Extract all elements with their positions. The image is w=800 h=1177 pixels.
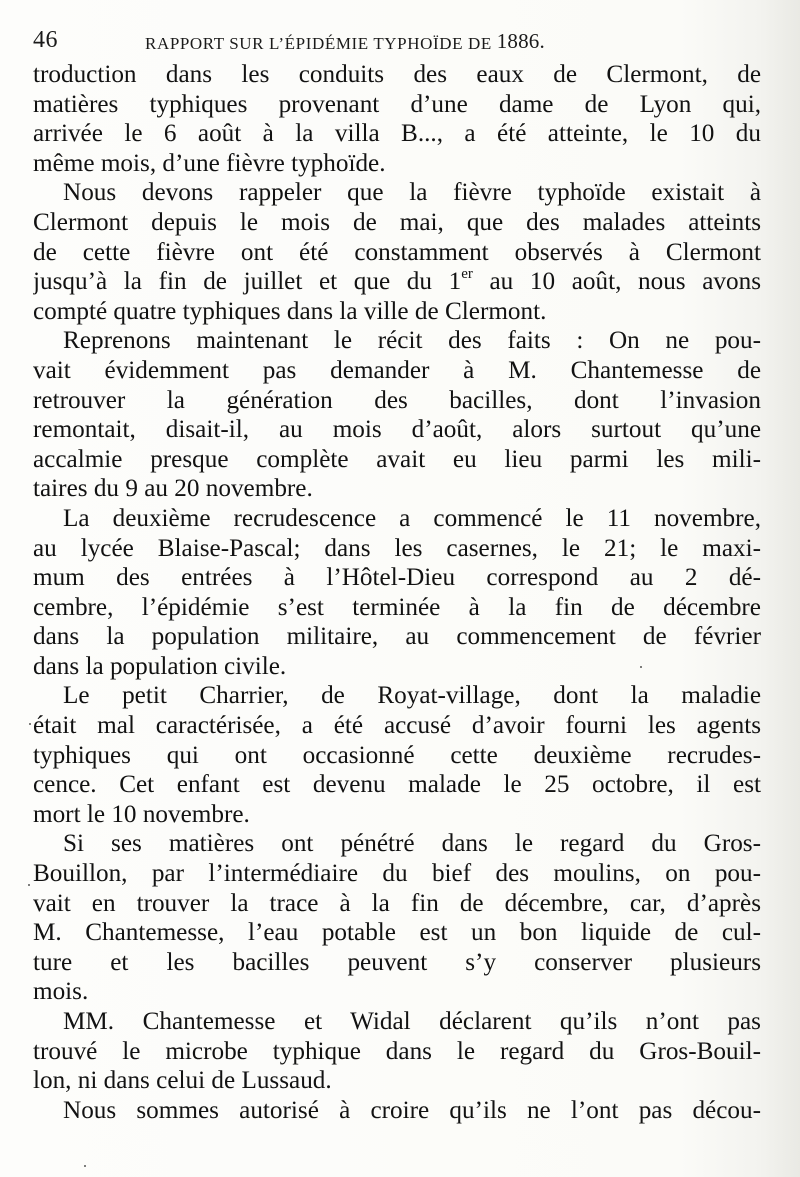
text-line-content: jusqu’à la fin de juillet et que du 1 bbox=[33, 268, 462, 296]
text-line bbox=[33, 356, 761, 386]
text-line-content: même mois, d’une fièvre typhoïde. bbox=[33, 149, 386, 177]
text-line bbox=[33, 119, 761, 149]
text-line-content: retrouver la génération des bacilles, dont l’invasion bbox=[33, 386, 761, 414]
text-line-content: cembre, l’épidémie s’est terminée à la fin de décembre bbox=[33, 593, 761, 621]
print-speck bbox=[640, 666, 642, 668]
text-line-content: de cette fièvre ont été constamment observés à Clermont bbox=[33, 238, 761, 266]
text-line-continuation: au 10 août, nous avons bbox=[472, 268, 761, 296]
text-line bbox=[33, 800, 761, 830]
text-line bbox=[33, 326, 761, 356]
text-line bbox=[33, 149, 761, 179]
text-line-content: Clermont depuis le mois de mai, que des malades atteints bbox=[33, 208, 761, 236]
text-line-content: matières typhiques provenant d’une dame de Lyon qui, bbox=[33, 90, 761, 118]
body-text bbox=[33, 60, 761, 1125]
page-number: 46 bbox=[33, 27, 58, 53]
text-line bbox=[33, 977, 761, 1007]
text-line-content: dans la population civile. bbox=[33, 652, 287, 680]
text-line bbox=[33, 60, 761, 90]
page-header bbox=[33, 27, 773, 57]
text-line bbox=[33, 948, 761, 978]
text-line bbox=[33, 90, 761, 120]
text-line-content: troduction dans les conduits des eaux de Clermont, de bbox=[33, 61, 761, 88]
text-line bbox=[33, 386, 761, 416]
text-line-content: arrivée le 6 août à la villa B..., a été atteinte, le 10 du bbox=[33, 120, 761, 148]
text-line-content: remontait, disait-il, au mois d’août, alors surtout qu’une bbox=[33, 416, 761, 444]
text-line bbox=[33, 297, 761, 327]
text-line-content: mum des entrées à l’Hôtel-Dieu correspond au 2 dé- bbox=[33, 564, 761, 592]
text-line-content: Reprenons maintenant le récit des faits : On ne pou- bbox=[63, 327, 761, 355]
text-line bbox=[33, 829, 761, 859]
text-line-content: mois. bbox=[33, 978, 89, 1006]
running-head bbox=[145, 30, 545, 55]
text-line bbox=[33, 681, 761, 711]
text-line-content: était mal caractérisée, a été accusé d’avoir fourni les agents bbox=[33, 712, 761, 740]
text-line bbox=[33, 267, 761, 297]
print-speck bbox=[29, 723, 31, 725]
text-line-content: au lycée Blaise-Pascal; dans les casernes, le 21; le maxi- bbox=[33, 534, 761, 562]
text-line-content: Nous devons rappeler que la fièvre typhoïde existait à bbox=[63, 179, 761, 207]
text-line bbox=[33, 208, 761, 238]
text-line bbox=[33, 1066, 761, 1096]
text-line-content: Nous sommes autorisé à croire qu’ils ne l’ont pas décou- bbox=[63, 1096, 761, 1124]
text-line-content: compté quatre typhiques dans la ville de Clermont. bbox=[33, 297, 547, 325]
text-line bbox=[33, 415, 761, 445]
text-line bbox=[33, 859, 761, 889]
text-line-content: taires du 9 au 20 novembre. bbox=[33, 475, 313, 503]
text-line bbox=[33, 445, 761, 475]
text-line bbox=[33, 238, 761, 268]
text-line-content: Le petit Charrier, de Royat-village, dont la maladie bbox=[63, 682, 761, 710]
running-head-title: RAPPORT SUR L’ÉPIDÉMIE TYPHOÏDE DE bbox=[145, 34, 492, 53]
text-line-content: mort le 10 novembre. bbox=[33, 800, 250, 828]
text-line bbox=[33, 652, 761, 682]
text-line-content: Bouillon, par l’intermédiaire du bief des moulins, on pou- bbox=[33, 860, 761, 888]
text-line-content: vait évidemment pas demander à M. Chantemesse de bbox=[33, 356, 761, 384]
text-line bbox=[33, 770, 761, 800]
text-line bbox=[33, 622, 761, 652]
text-line-content: La deuxième recrudescence a commencé le 11 novembre, bbox=[63, 504, 761, 532]
text-line bbox=[33, 534, 761, 564]
superscript: er bbox=[461, 267, 473, 282]
print-speck bbox=[84, 1165, 86, 1167]
text-line bbox=[33, 563, 761, 593]
text-line-content: dans la population militaire, au commencement de février bbox=[33, 623, 761, 651]
text-line bbox=[33, 593, 761, 623]
running-head-year: 1886. bbox=[496, 29, 545, 53]
text-line bbox=[33, 1096, 761, 1126]
text-line bbox=[33, 1037, 761, 1067]
text-line bbox=[33, 889, 761, 919]
text-line bbox=[33, 918, 761, 948]
text-line-content: accalmie presque complète avait eu lieu parmi les mili- bbox=[33, 445, 761, 473]
text-line bbox=[33, 178, 761, 208]
text-line-content: trouvé le microbe typhique dans le regard du Gros-Bouil- bbox=[33, 1037, 761, 1065]
text-line-content: MM. Chantemesse et Widal déclarent qu’ils n’ont pas bbox=[63, 1008, 761, 1035]
text-line-content: ture et les bacilles peuvent s’y conserver plusieurs bbox=[33, 948, 761, 976]
text-line-content: M. Chantemesse, l’eau potable est un bon liquide de cul- bbox=[33, 919, 761, 947]
text-line-content: typhiques qui ont occasionné cette deuxième recrudes- bbox=[33, 741, 761, 769]
text-line-content: Si ses matières ont pénétré dans le regard du Gros- bbox=[63, 830, 761, 858]
print-speck bbox=[28, 884, 30, 886]
text-line-content: lon, ni dans celui de Lussaud. bbox=[33, 1067, 332, 1095]
text-line bbox=[33, 741, 761, 771]
text-line bbox=[33, 474, 761, 504]
text-line-content: cence. Cet enfant est devenu malade le 25 octobre, il est bbox=[33, 771, 761, 799]
text-line-content: vait en trouver la trace à la fin de décembre, car, d’après bbox=[33, 889, 761, 917]
text-line bbox=[33, 1007, 761, 1037]
text-line bbox=[33, 711, 761, 741]
text-line bbox=[33, 504, 761, 534]
